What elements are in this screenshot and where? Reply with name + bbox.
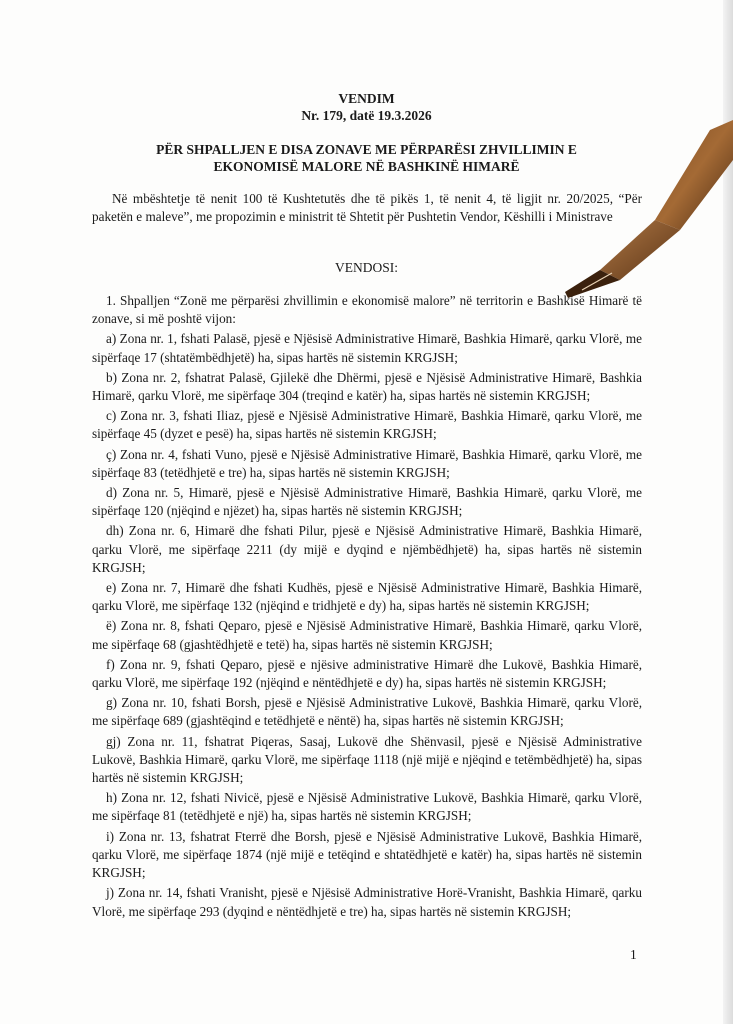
paragraph: e) Zona nr. 7, Himarë dhe fshati Kudhës, pjesë e Njësisë Administrative Himarë, Bashkia Himarë, qarku Vlorë, me sipërfaqe 132 (njëqind e tridhjetë e dy) ha, sipas hartës në sistemin KRGJSH; [92,580,642,614]
fountain-pen-icon [560,120,733,300]
paragraph: 1. Shpalljen “Zonë me përparësi zhvillimin e ekonomisë malore” në territorin e Bashkisë Himarë të zonave, si më poshtë vijon: [92,293,642,327]
paragraph: c) Zona nr. 3, fshati Iliaz, pjesë e Njësisë Administrative Himarë, Bashkia Himarë, qarku Vlorë, me sipërfaqe 45 (dyzet e pesë) ha, sipas hartës në sistemin KRGJSH; [92,408,642,442]
decision-number: Nr. 179, datë 19.3.2026 [301,108,432,123]
paragraph: j) Zona nr. 14, fshati Vranisht, pjesë e Njësisë Administrative Horë-Vranisht, Bashkia Himarë, qarku Vlorë, me sipërfaqe 293 (dyqind e nëntëdhjetë e tre) ha, sipas hartës në sistemin KRGJSH; [92,885,642,919]
page-number: 1 [630,947,637,962]
paragraph: gj) Zona nr. 11, fshatrat Piqeras, Sasaj, Lukovë dhe Shënvasil, pjesë e Njësisë Administrative Lukovë, Bashkia Himarë, qarku Vlorë, me sipërfaqe 1118 (një mijë e njëqind e tetëmbëdhjetë) ha, sipas hartës në sistemin KRGJSH; [92,733,642,786]
preamble: Në mbështetje të nenit 100 të Kushtetutës dhe të pikës 1, të nenit 4, të ligjit nr. 20/2025, “Për paketën e maleve”, me propozimin e ministrit të Shtetit për Pushtetin Vendor, Këshilli i Ministrave [92,191,642,225]
document-title: VENDIM [338,91,395,106]
paragraph: ç) Zona nr. 4, fshati Vuno, pjesë e Njësisë Administrative Himarë, Bashkia Himarë, qarku Vlorë, me sipërfaqe 83 (tetëdhjetë e tre) ha, sipas hartës në sistemin KRGJSH; [92,446,642,480]
decision-paragraphs [92,292,642,923]
paragraph: ë) Zona nr. 8, fshati Qeparo, pjesë e Njësisë Administrative Himarë, Bashkia Himarë, qarku Vlorë, me sipërfaqe 68 (gjashtëdhjetë e tetë) ha, sipas hartës në sistemin KRGJSH; [92,618,642,652]
paragraph: dh) Zona nr. 6, Himarë dhe fshati Pilur, pjesë e Njësisë Administrative Himarë, Bashkia Himarë, qarku Vlorë, me sipërfaqe 2211 (dy mijë e dyqind e njëmbëdhjetë) ha, sipas hartës në sistemin KRGJSH; [92,523,642,575]
subject-line-1: PËR SHPALLJEN E DISA ZONAVE ME PËRPARËSI ZHVILLIMIN E [156,142,577,157]
paragraph: a) Zona nr. 1, fshati Palasë, pjesë e Njësisë Administrative Himarë, Bashkia Himarë, qarku Vlorë, me sipërfaqe 17 (shtatëmbëdhjetë) ha, sipas hartës në sistemin KRGJSH; [92,331,642,365]
subject-line-2: EKONOMISË MALORE NË BASHKINË HIMARË [213,159,520,174]
paragraph: b) Zona nr. 2, fshatrat Palasë, Gjilekë dhe Dhërmi, pjesë e Njësisë Administrative Himarë, Bashkia Himarë, qarku Vlorë, me sipërfaqe 304 (treqind e katër) ha, sipas hartës në sistemin KRGJSH; [92,369,642,404]
paragraph: i) Zona nr. 13, fshatrat Fterrë dhe Borsh, pjesë e Njësisë Administrative Lukovë, Bashkia Himarë, qarku Vlorë, me sipërfaqe 1874 (një mijë e tetëqind e shtatëdhjetë e katër) ha, sipas hartës në sistemin KRGJSH; [92,828,642,881]
paragraph: d) Zona nr. 5, Himarë, pjesë e Njësisë Administrative Himarë, Bashkia Himarë, qarku Vlorë, me sipërfaqe 120 (njëqind e njëzet) ha, sipas hartës në sistemin KRGJSH; [92,485,642,519]
paragraph: f) Zona nr. 9, fshati Qeparo, pjesë e njësive administrative Himarë dhe Lukovë, Bashkia Himarë, qarku Vlorë, me sipërfaqe 192 (njëqind e nëntëdhjetë e dy) ha, sipas hartës në sistemin KRGJSH; [92,656,642,691]
decides-heading: VENDOSI: [335,260,398,275]
paragraph: h) Zona nr. 12, fshati Nivicë, pjesë e Njësisë Administrative Lukovë, Bashkia Himarë, qarku Vlorë, me sipërfaqe 81 (tetëdhjetë e një) ha, sipas hartës në sistemin KRGJSH; [92,790,642,824]
paragraph: g) Zona nr. 10, fshati Borsh, pjesë e Njësisë Administrative Lukovë, Bashkia Himarë, qarku Vlorë, me sipërfaqe 689 (gjashtëqind e tetëdhjetë e nëntë) ha, sipas hartës në sistemin KRGJSH; [92,695,642,729]
